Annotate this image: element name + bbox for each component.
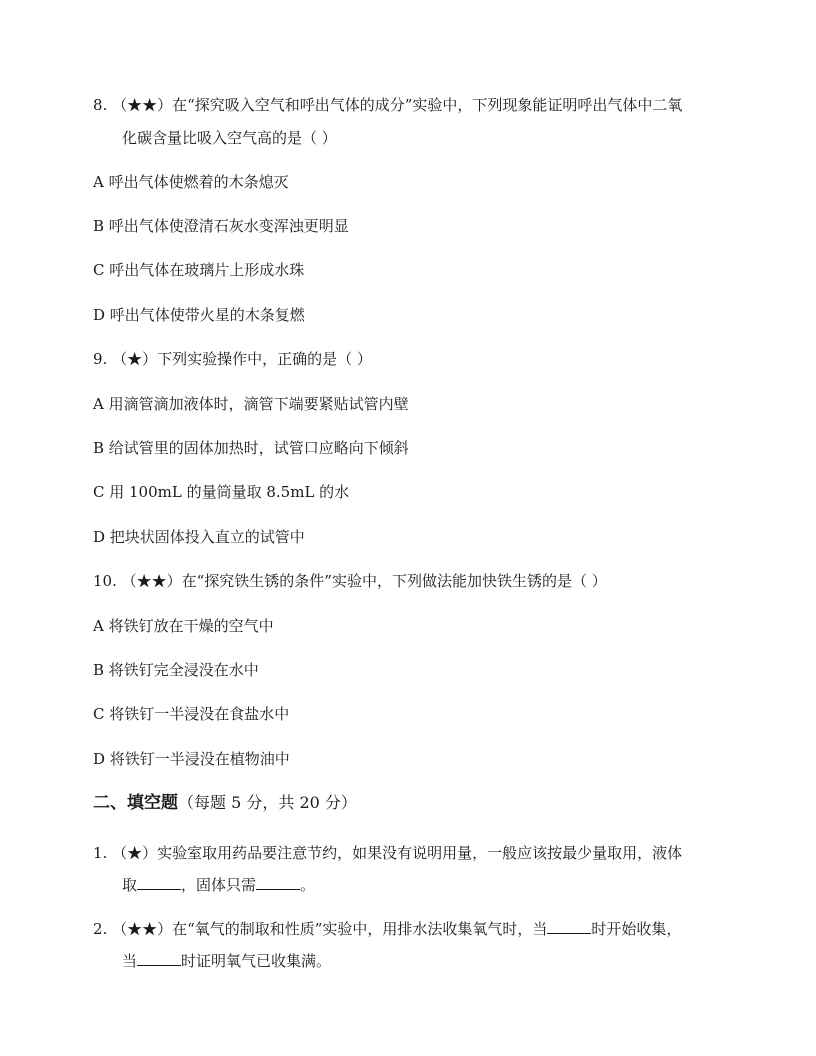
q8-stem-line1: 8. （★★）在“探究吸入空气和呼出气体的成分”实验中，下列现象能证明呼出气体中二氧 [93, 96, 683, 114]
section-heading [93, 793, 357, 813]
section-subtitle: （每题 5 分，共 20 分） [178, 793, 357, 812]
fill2-blank-start [547, 919, 591, 934]
fill1-text-b: ，固体只需 [181, 876, 257, 894]
q9-option-b: B 给试管里的固体加热时，试管口应略向下倾斜 [93, 439, 409, 457]
fill1-blank-solid [256, 875, 300, 890]
q9-option-d: D 把块状固体投入直立的试管中 [93, 528, 305, 546]
q9-option-a: A 用滴管滴加液体时，滴管下端要紧贴试管内壁 [93, 395, 409, 413]
fill1-stem-line1: 1. （★）实验室取用药品要注意节约，如果没有说明用量，一般应该按最少量取用，液体 [93, 844, 683, 862]
q8-option-c: C 呼出气体在玻璃片上形成水珠 [93, 261, 305, 279]
fill2-blank-full [137, 951, 181, 966]
q10-stem: 10. （★★）在“探究铁生锈的条件”实验中，下列做法能加快铁生锈的是（ ） [93, 572, 607, 590]
q8-option-b: B 呼出气体使澄清石灰水变浑浊更明显 [93, 217, 349, 235]
q10-option-d: D 将铁钉一半浸没在植物油中 [93, 750, 290, 768]
fill1-text-a: 取 [122, 876, 138, 894]
fill1-blank-liquid [137, 875, 181, 890]
q10-option-a: A 将铁钉放在干燥的空气中 [93, 617, 274, 635]
q8-option-a: A 呼出气体使燃着的木条熄灭 [93, 173, 289, 191]
q8-option-d: D 呼出气体使带火星的木条复燃 [93, 306, 305, 324]
fill2-stem-line2 [122, 951, 331, 971]
section-title: 二、填空题 [93, 793, 178, 813]
fill2-text-c: 当 [122, 952, 138, 970]
fill2-text-d: 时证明氧气已收集满。 [181, 952, 332, 970]
fill2-stem-line1 [93, 919, 681, 939]
q9-option-c: C 用 100mL 的量筒量取 8.5mL 的水 [93, 483, 350, 501]
q8-stem-line2: 化碳含量比吸入空气高的是（ ） [122, 129, 337, 147]
q10-option-c: C 将铁钉一半浸没在食盐水中 [93, 705, 290, 723]
fill1-text-c: 。 [300, 876, 316, 894]
fill2-text-a: 2. （★★）在“氧气的制取和性质”实验中，用排水法收集氧气时，当 [93, 920, 548, 938]
fill1-stem-line2 [122, 875, 315, 895]
q10-option-b: B 将铁钉完全浸没在水中 [93, 661, 259, 679]
fill2-text-b: 时开始收集， [591, 920, 682, 938]
q9-stem: 9. （★）下列实验操作中，正确的是（ ） [93, 350, 372, 368]
